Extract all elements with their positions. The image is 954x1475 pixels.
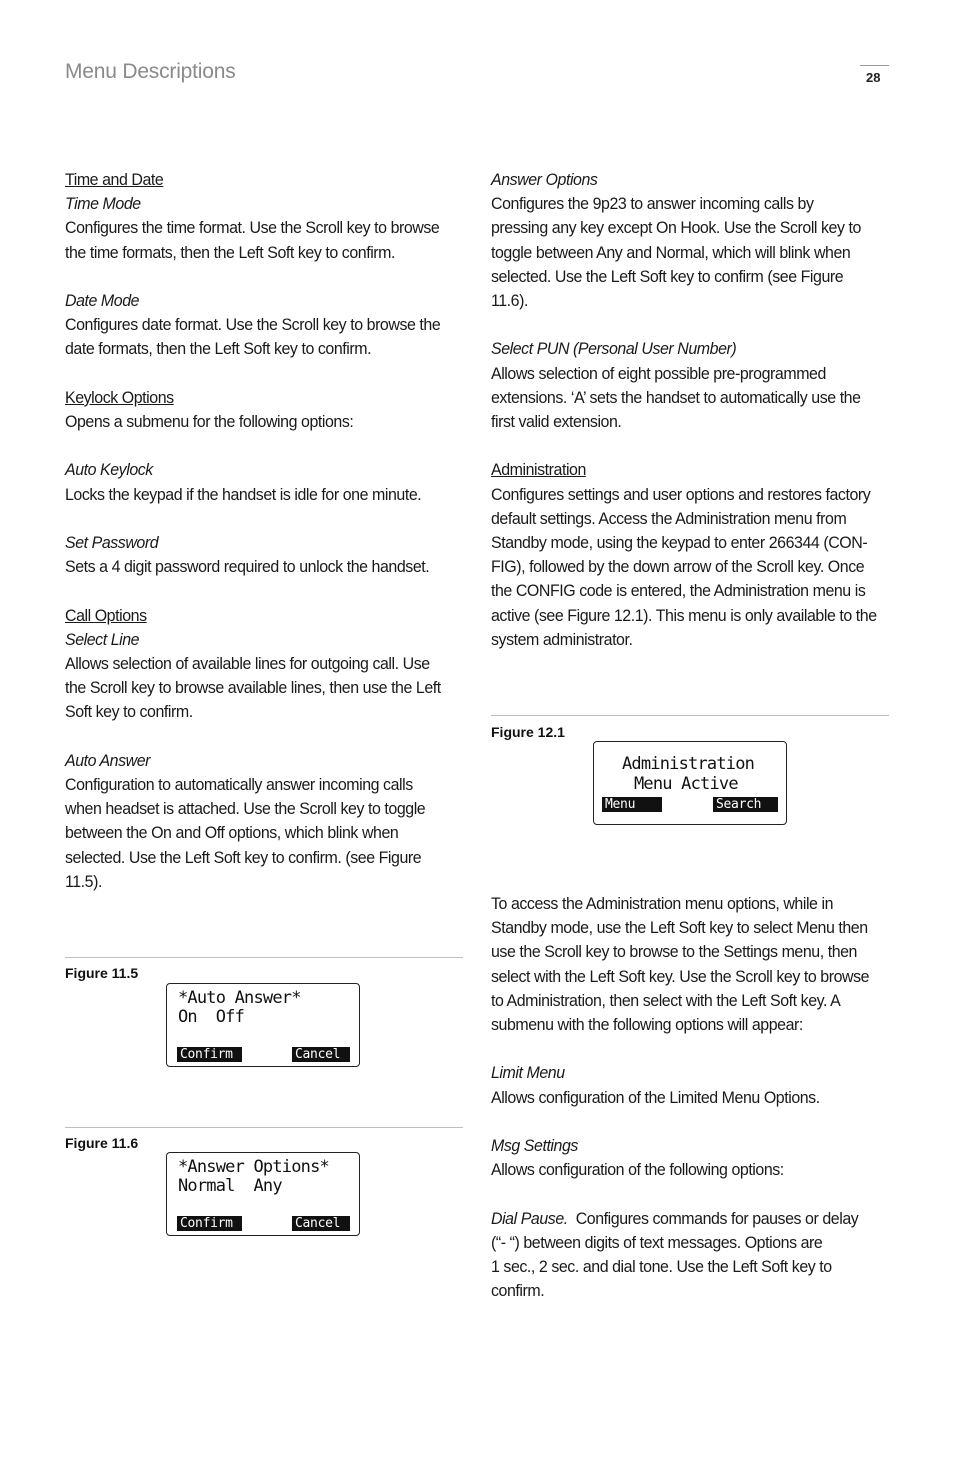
msg-settings-text: Allows configuration of the following options:: [491, 1161, 784, 1180]
answer-options-text: 11.6).: [491, 292, 528, 311]
figure-11-6-display: [166, 1152, 360, 1236]
select-line-text: Soft key to confirm.: [65, 703, 193, 722]
dial-pause-text: (“- “) between digits of text messages. Options are: [491, 1233, 823, 1252]
access-text: to Administration, then select with the Left Soft key. A: [491, 991, 841, 1010]
time-mode-title: Time Mode: [65, 195, 141, 214]
figure-11-6-label: Figure 11.6: [65, 1135, 139, 1151]
softkey-right: Cancel: [292, 1216, 350, 1231]
answer-options-title: Answer Options: [491, 171, 598, 189]
keylock-heading: Keylock Options: [65, 388, 174, 407]
select-pun-text: first valid extension.: [491, 413, 622, 432]
answer-options-text: Configures the 9p23 to answer incoming calls by: [491, 195, 814, 214]
access-text: select with the Left Soft key. Use the Scroll key to browse: [491, 967, 870, 986]
administration-text: active (see Figure 12.1). This menu is only available to the: [491, 606, 877, 625]
access-text: Standby mode, use the Left Soft key to select Menu then: [491, 919, 868, 938]
answer-options-text: pressing any key except On Hook. Use the Scroll key to: [491, 219, 861, 238]
date-mode-text: Configures date format. Use the Scroll key to browse the: [65, 316, 441, 335]
call-options-heading: Call Options: [65, 606, 147, 625]
administration-text: Standby mode, using the keypad to enter 266344 (CON-: [491, 534, 868, 553]
display-line: *Answer Options*: [178, 1157, 329, 1177]
limit-menu-text: Allows configuration of the Limited Menu Options.: [491, 1088, 820, 1107]
select-pun-text: extensions. ‘A’ sets the handset to automatically use the: [491, 388, 861, 407]
select-line-text: the Scroll key to browse available lines, then use the Left: [65, 679, 441, 698]
page-number: 28: [866, 70, 881, 85]
softkey-right: Search: [713, 797, 778, 812]
access-text: submenu with the following options will appear:: [491, 1016, 803, 1035]
display-line: Menu Active: [634, 774, 738, 794]
time-mode-text: Configures the time format. Use the Scroll key to browse: [65, 219, 440, 238]
administration-text: FIG), followed by the down arrow of the Scroll key. Once: [491, 558, 865, 577]
auto-keylock-title: Auto Keylock: [65, 461, 153, 480]
administration-heading: Administration: [491, 461, 586, 480]
dial-pause-text: 1 sec., 2 sec. and dial tone. Use the Left Soft key to: [491, 1258, 832, 1276]
msg-settings-title: Msg Settings: [491, 1137, 578, 1155]
display-line: Normal Any: [178, 1176, 282, 1196]
figure-11-5-display: [166, 983, 360, 1067]
softkey-left: Confirm: [177, 1047, 242, 1062]
auto-answer-text: between the On and Off options, which blink when: [65, 824, 399, 843]
display-line: *Auto Answer*: [178, 988, 301, 1008]
figure-rule: [491, 715, 889, 716]
administration-text: Configures settings and user options and restores factory: [491, 485, 871, 504]
dial-pause-line: [491, 1207, 883, 1231]
dial-pause-text: Configures commands for pauses or delay: [567, 1209, 859, 1228]
access-text: use the Scroll key to browse to the Settings menu, then: [491, 943, 857, 962]
select-pun-title: Select PUN (Personal User Number): [491, 340, 737, 359]
administration-text: default settings. Access the Administration menu from: [491, 509, 847, 528]
limit-menu-title: Limit Menu: [491, 1064, 565, 1083]
display-line: On Off: [178, 1007, 245, 1027]
auto-keylock-text: Locks the keypad if the handset is idle for one minute.: [65, 485, 422, 504]
time-date-heading: Time and Date: [65, 171, 164, 189]
softkey-left: Confirm: [177, 1216, 242, 1231]
display-line: Administration: [622, 754, 755, 774]
figure-12-1-display: [593, 741, 787, 825]
date-mode-title: Date Mode: [65, 292, 140, 310]
select-line-text: Allows selection of available lines for outgoing call. Use: [65, 654, 430, 673]
time-mode-text: the time formats, then the Left Soft key to confirm.: [65, 243, 396, 262]
dial-pause-title: Dial Pause.: [491, 1209, 568, 1228]
access-text: To access the Administration menu options, while in: [491, 895, 834, 913]
figure-rule: [65, 957, 463, 958]
administration-text: the CONFIG code is entered, the Administration menu is: [491, 582, 866, 601]
auto-answer-text: when headset is attached. Use the Scroll key to toggle: [65, 800, 426, 819]
answer-options-text: toggle between Any and Normal, which will blink when: [491, 243, 851, 262]
answer-options-text: selected. Use the Left Soft key to confirm (see Figure: [491, 267, 844, 286]
auto-answer-text: selected. Use the Left Soft key to confirm. (see Figure: [65, 848, 422, 867]
right-column-lower: [491, 892, 891, 1303]
softkey-left: Menu: [602, 797, 662, 812]
administration-text: system administrator.: [491, 630, 633, 649]
left-column: [65, 168, 465, 894]
set-password-text: Sets a 4 digit password required to unlock the handset.: [65, 558, 430, 577]
softkey-right: Cancel: [292, 1047, 350, 1062]
page-number-rule: [860, 65, 889, 66]
select-line-title: Select Line: [65, 630, 140, 649]
date-mode-text: date formats, then the Left Soft key to confirm.: [65, 340, 372, 359]
section-title: Menu Descriptions: [65, 60, 236, 83]
auto-answer-text: 11.5).: [65, 872, 102, 891]
auto-answer-title: Auto Answer: [65, 751, 151, 770]
figure-11-5-label: Figure 11.5: [65, 965, 139, 981]
right-column: [491, 168, 891, 652]
figure-12-1-label: Figure 12.1: [491, 724, 565, 740]
set-password-title: Set Password: [65, 533, 159, 552]
auto-answer-text: Configuration to automatically answer incoming calls: [65, 775, 413, 794]
dial-pause-text: confirm.: [491, 1282, 545, 1301]
keylock-text: Opens a submenu for the following options:: [65, 413, 354, 431]
figure-rule: [65, 1127, 463, 1128]
select-pun-text: Allows selection of eight possible pre-programmed: [491, 364, 826, 383]
